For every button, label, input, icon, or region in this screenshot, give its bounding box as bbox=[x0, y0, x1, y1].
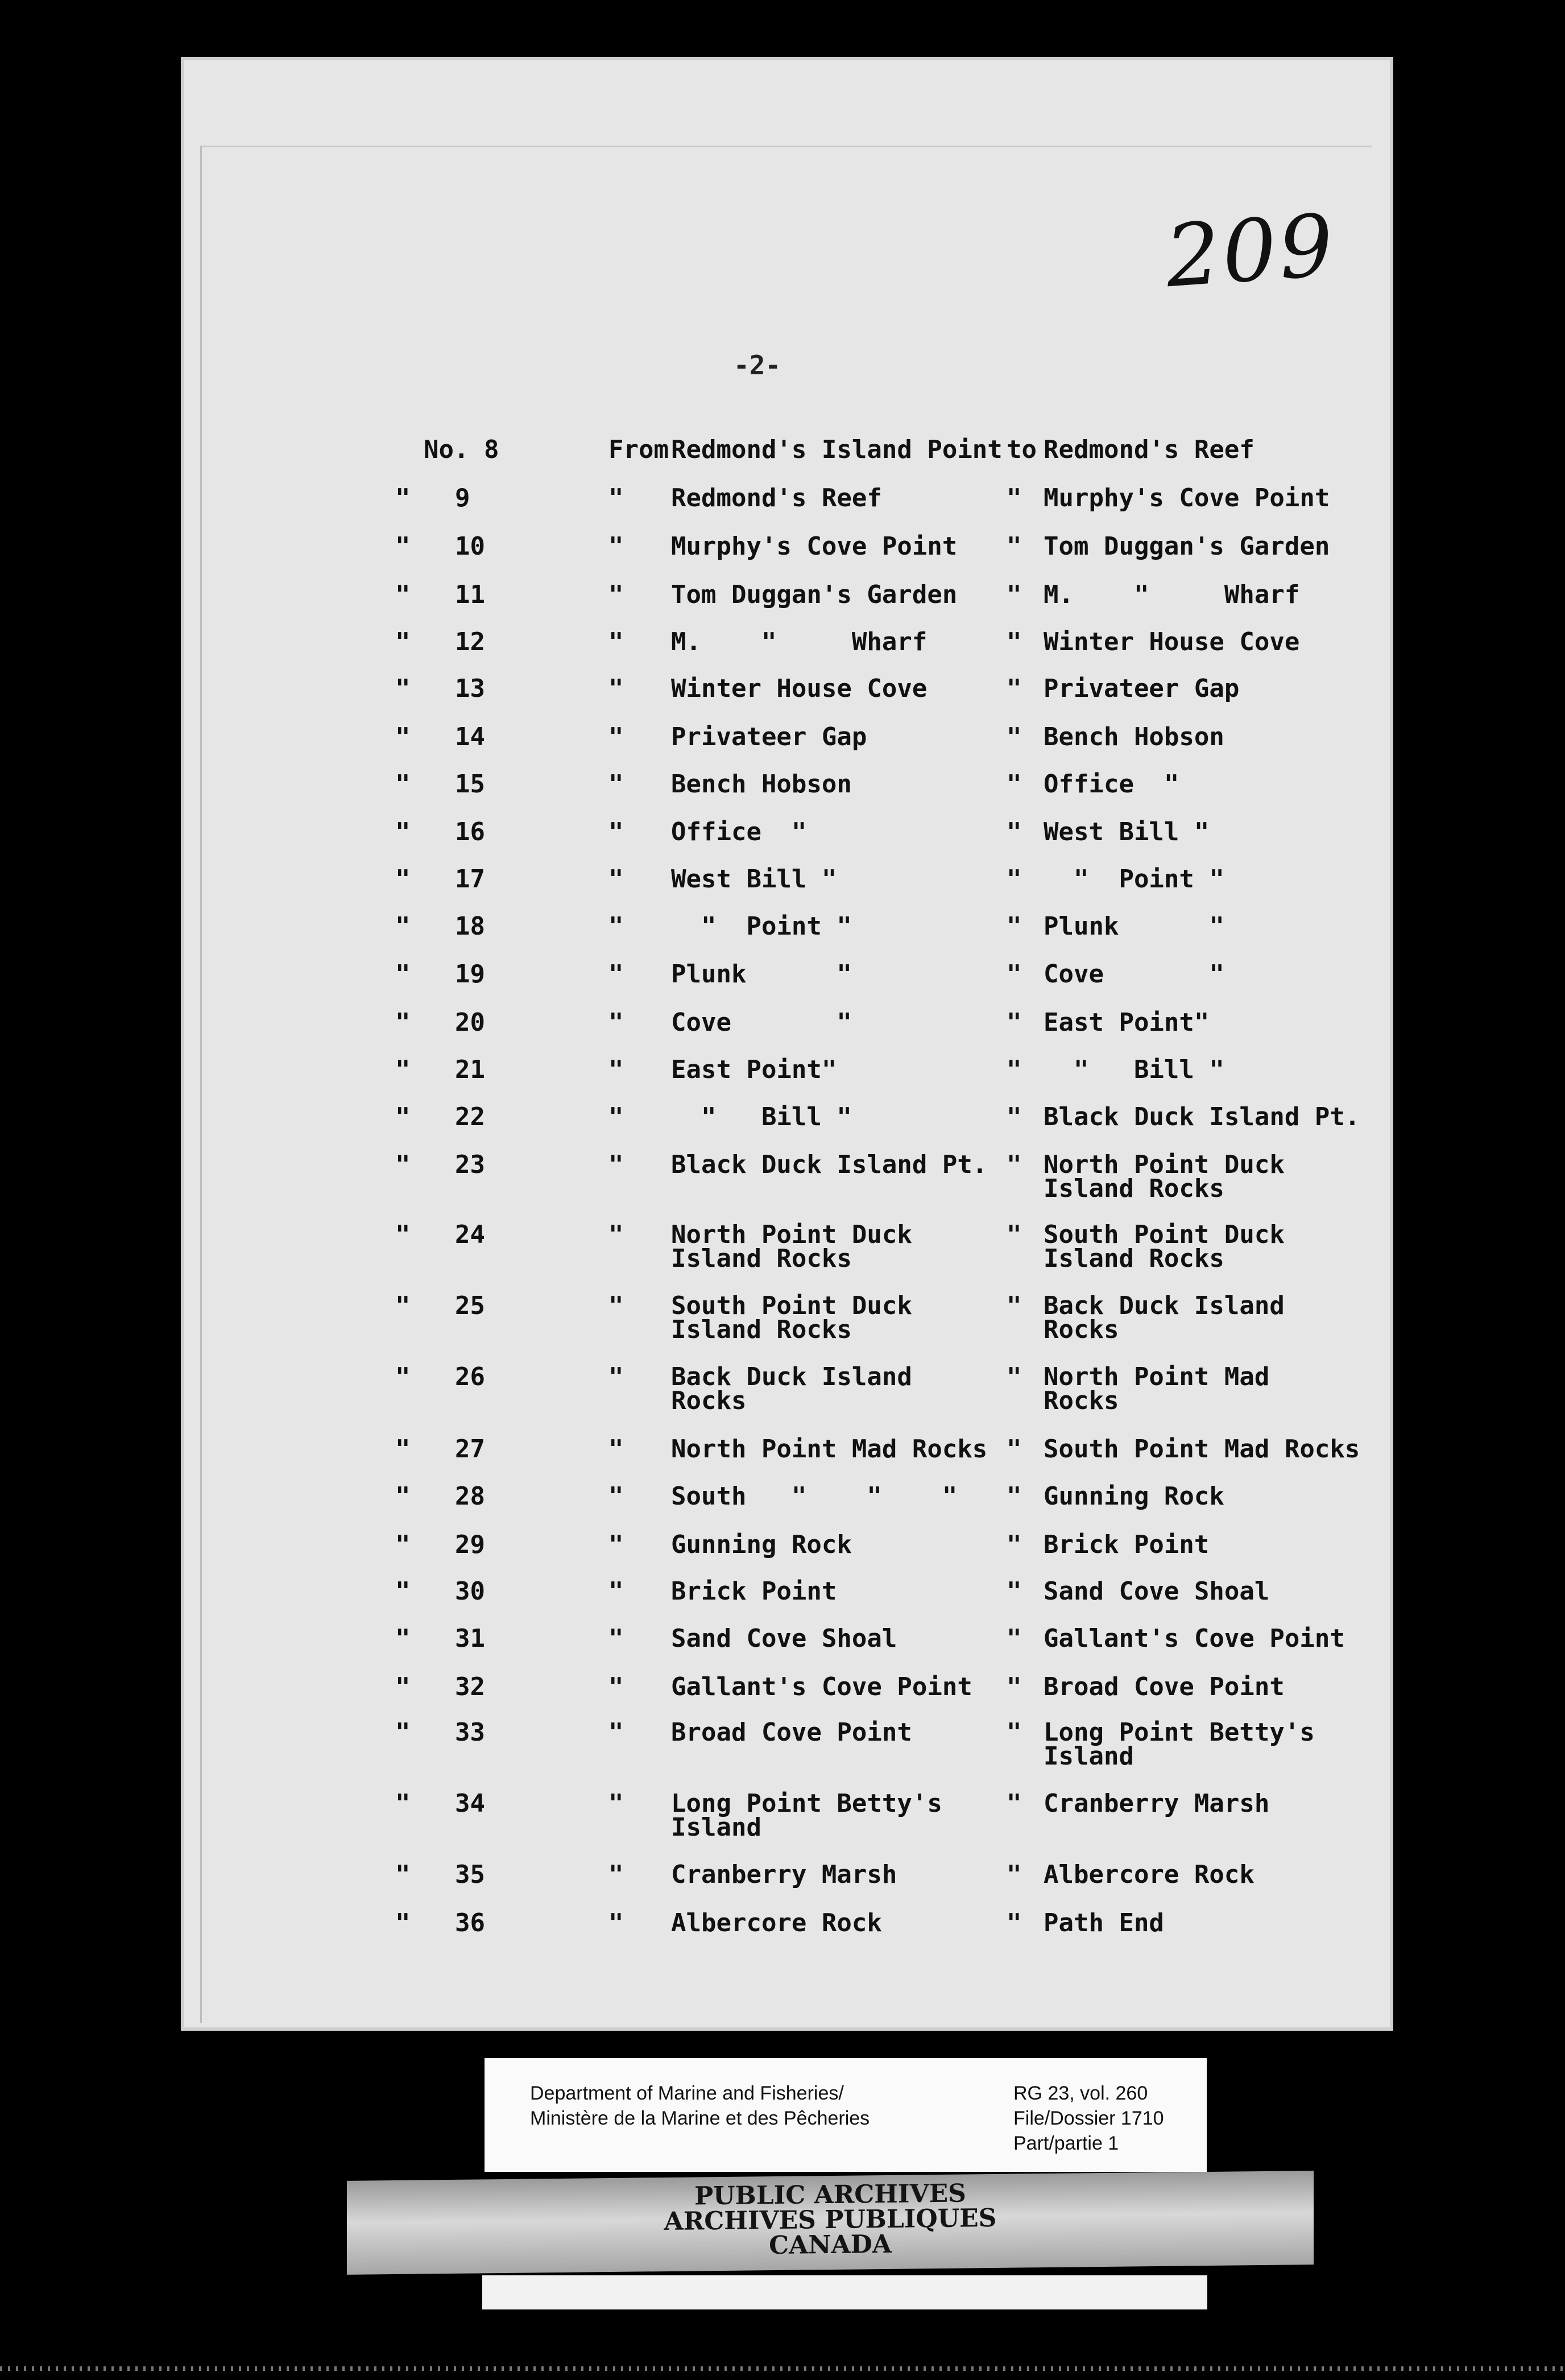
from-location: Privateer Gap bbox=[671, 722, 867, 751]
from-mark: " bbox=[608, 1672, 624, 1701]
to-location: Plunk " bbox=[1044, 912, 1224, 941]
from-mark: " bbox=[608, 1789, 624, 1818]
to-mark: " bbox=[1007, 1577, 1022, 1606]
from-location: North Point Mad Rocks bbox=[671, 1435, 988, 1464]
from-mark: " bbox=[608, 1530, 624, 1559]
to-location: Winter House Cove bbox=[1044, 627, 1300, 656]
archive-reference-label bbox=[485, 2058, 1207, 2172]
from-mark: " bbox=[608, 912, 624, 941]
from-mark: " bbox=[608, 1624, 624, 1653]
to-mark: " bbox=[1007, 1482, 1022, 1511]
from-location: West Bill " bbox=[671, 865, 837, 894]
file-reference: RG 23, vol. 260 File/Dossier 1710 Part/partie 1 bbox=[1013, 2082, 1164, 2154]
section-number: 10 bbox=[455, 532, 485, 561]
section-number: 22 bbox=[455, 1102, 485, 1131]
section-number: 20 bbox=[455, 1008, 485, 1037]
to-location: North Point Duck Island Rocks bbox=[1044, 1150, 1285, 1203]
section-number: 31 bbox=[455, 1624, 485, 1653]
banner-line-3: CANADA bbox=[769, 2229, 892, 2261]
ditto-mark: " bbox=[395, 484, 411, 513]
to-location: North Point Mad Rocks bbox=[1044, 1362, 1270, 1415]
to-location: Privateer Gap bbox=[1044, 674, 1240, 703]
to-location: South Point Mad Rocks bbox=[1044, 1435, 1360, 1464]
folio-number: 209 bbox=[1162, 196, 1339, 307]
to-location: Bench Hobson bbox=[1044, 722, 1224, 751]
section-number: 16 bbox=[455, 817, 485, 846]
to-location: East Point" bbox=[1044, 1008, 1210, 1037]
section-number: 18 bbox=[455, 912, 485, 941]
section-number: 21 bbox=[455, 1055, 485, 1084]
to-mark: " bbox=[1007, 1908, 1022, 1937]
to-location: Redmond's Reef bbox=[1044, 435, 1255, 464]
from-mark: " bbox=[608, 1055, 624, 1084]
to-mark: " bbox=[1007, 1624, 1022, 1653]
from-location: South " " " bbox=[671, 1482, 958, 1511]
from-mark: " bbox=[608, 1577, 624, 1606]
to-location: Office " bbox=[1044, 770, 1179, 799]
to-mark: " bbox=[1007, 1055, 1022, 1084]
from-location: " Point " bbox=[671, 912, 852, 941]
to-location: Brick Point bbox=[1044, 1530, 1210, 1559]
section-number: No. 8 bbox=[424, 435, 499, 464]
from-mark: " bbox=[608, 580, 624, 609]
ditto-mark: " bbox=[395, 1435, 411, 1464]
from-mark: " bbox=[608, 674, 624, 703]
section-number: 27 bbox=[455, 1435, 485, 1464]
to-mark: " bbox=[1007, 1102, 1022, 1131]
from-mark: " bbox=[608, 1220, 624, 1249]
ditto-mark: " bbox=[395, 1860, 411, 1889]
ditto-mark: " bbox=[395, 770, 411, 799]
to-mark: " bbox=[1007, 817, 1022, 846]
from-location: Black Duck Island Pt. bbox=[671, 1150, 988, 1179]
to-location: Gallant's Cove Point bbox=[1044, 1624, 1345, 1653]
to-mark: " bbox=[1007, 1220, 1022, 1249]
to-mark: " bbox=[1007, 627, 1022, 656]
to-mark: " bbox=[1007, 722, 1022, 751]
section-number: 35 bbox=[455, 1860, 485, 1889]
to-mark: " bbox=[1007, 580, 1022, 609]
ditto-mark: " bbox=[395, 1624, 411, 1653]
section-number: 25 bbox=[455, 1291, 485, 1320]
to-mark: " bbox=[1007, 1860, 1022, 1889]
label-strip bbox=[482, 2275, 1207, 2309]
ditto-mark: " bbox=[395, 1530, 411, 1559]
from-location: Cranberry Marsh bbox=[671, 1860, 897, 1889]
section-number: 30 bbox=[455, 1577, 485, 1606]
from-mark: " bbox=[608, 1482, 624, 1511]
to-mark: " bbox=[1007, 674, 1022, 703]
section-number: 19 bbox=[455, 960, 485, 989]
to-mark: " bbox=[1007, 1789, 1022, 1818]
from-location: Long Point Betty's Island bbox=[671, 1789, 942, 1842]
to-mark: " bbox=[1007, 912, 1022, 941]
to-location: Albercore Rock bbox=[1044, 1860, 1255, 1889]
from-location: Back Duck Island Rocks bbox=[671, 1362, 912, 1415]
to-location: Black Duck Island Pt. bbox=[1044, 1102, 1360, 1131]
to-mark: " bbox=[1007, 1150, 1022, 1179]
from-mark: " bbox=[608, 627, 624, 656]
from-location: Bench Hobson bbox=[671, 770, 852, 799]
ditto-mark: " bbox=[395, 1577, 411, 1606]
ditto-mark: " bbox=[395, 960, 411, 989]
ditto-mark: " bbox=[395, 1291, 411, 1320]
from-mark: " bbox=[608, 1435, 624, 1464]
from-mark: " bbox=[608, 1102, 624, 1131]
scale-ruler bbox=[0, 2366, 1565, 2371]
from-location: Cove " bbox=[671, 1008, 852, 1037]
ditto-mark: " bbox=[395, 674, 411, 703]
from-mark: " bbox=[608, 865, 624, 894]
banner-line-2: ARCHIVES PUBLIQUES bbox=[664, 2203, 997, 2237]
from-mark: " bbox=[608, 1008, 624, 1037]
to-location: Path End bbox=[1044, 1908, 1164, 1937]
from-location: Sand Cove Shoal bbox=[671, 1624, 897, 1653]
from-mark: " bbox=[608, 1291, 624, 1320]
section-number: 33 bbox=[455, 1718, 485, 1747]
to-location: Tom Duggan's Garden bbox=[1044, 532, 1330, 561]
from-location: Redmond's Island Point bbox=[671, 435, 1003, 464]
to-location: " Bill " bbox=[1044, 1055, 1224, 1084]
to-location: South Point Duck Island Rocks bbox=[1044, 1220, 1285, 1273]
banner-line-1: PUBLIC ARCHIVES bbox=[694, 2179, 966, 2211]
to-mark: " bbox=[1007, 1362, 1022, 1391]
to-location: Broad Cove Point bbox=[1044, 1672, 1285, 1701]
from-location: South Point Duck Island Rocks bbox=[671, 1291, 912, 1344]
section-number: 9 bbox=[455, 484, 470, 513]
public-archives-banner bbox=[347, 2171, 1314, 2275]
from-mark: " bbox=[608, 532, 624, 561]
to-location: Back Duck Island Rocks bbox=[1044, 1291, 1285, 1344]
to-mark: " bbox=[1007, 1008, 1022, 1037]
section-number: 29 bbox=[455, 1530, 485, 1559]
to-mark: " bbox=[1007, 960, 1022, 989]
to-mark: " bbox=[1007, 1435, 1022, 1464]
ditto-mark: " bbox=[395, 1672, 411, 1701]
section-number: 28 bbox=[455, 1482, 485, 1511]
from-mark: " bbox=[608, 1718, 624, 1747]
from-location: North Point Duck Island Rocks bbox=[671, 1220, 912, 1273]
ditto-mark: " bbox=[395, 1362, 411, 1391]
to-mark: " bbox=[1007, 1718, 1022, 1747]
to-location: Murphy's Cove Point bbox=[1044, 484, 1330, 513]
to-location: Long Point Betty's Island bbox=[1044, 1718, 1315, 1771]
from-location: East Point" bbox=[671, 1055, 837, 1084]
from-mark: " bbox=[608, 770, 624, 799]
section-number: 34 bbox=[455, 1789, 485, 1818]
to-location: Cove " bbox=[1044, 960, 1224, 989]
to-mark: " bbox=[1007, 865, 1022, 894]
page-marker: -2- bbox=[734, 350, 781, 381]
from-mark: " bbox=[608, 960, 624, 989]
section-number: 15 bbox=[455, 770, 485, 799]
ditto-mark: " bbox=[395, 722, 411, 751]
from-mark: " bbox=[608, 1150, 624, 1179]
from-mark: " bbox=[608, 722, 624, 751]
section-number: 11 bbox=[455, 580, 485, 609]
from-mark: " bbox=[608, 1908, 624, 1937]
from-mark: From bbox=[608, 435, 669, 464]
from-location: Albercore Rock bbox=[671, 1908, 882, 1937]
section-number: 14 bbox=[455, 722, 485, 751]
section-number: 32 bbox=[455, 1672, 485, 1701]
from-location: Redmond's Reef bbox=[671, 484, 882, 513]
to-mark: to bbox=[1007, 435, 1037, 464]
from-location: Tom Duggan's Garden bbox=[671, 580, 958, 609]
ditto-mark: " bbox=[395, 1150, 411, 1179]
section-number: 17 bbox=[455, 865, 485, 894]
from-location: Gunning Rock bbox=[671, 1530, 852, 1559]
ditto-mark: " bbox=[395, 627, 411, 656]
to-location: M. " Wharf bbox=[1044, 580, 1300, 609]
to-mark: " bbox=[1007, 770, 1022, 799]
ditto-mark: " bbox=[395, 912, 411, 941]
from-mark: " bbox=[608, 817, 624, 846]
from-mark: " bbox=[608, 1860, 624, 1889]
ditto-mark: " bbox=[395, 580, 411, 609]
section-number: 26 bbox=[455, 1362, 485, 1391]
ditto-mark: " bbox=[395, 817, 411, 846]
from-location: Brick Point bbox=[671, 1577, 837, 1606]
from-location: Winter House Cove bbox=[671, 674, 928, 703]
ditto-mark: " bbox=[395, 1789, 411, 1818]
ditto-mark: " bbox=[395, 1055, 411, 1084]
from-location: Office " bbox=[671, 817, 807, 846]
section-number: 13 bbox=[455, 674, 485, 703]
ditto-mark: " bbox=[395, 1718, 411, 1747]
to-location: Sand Cove Shoal bbox=[1044, 1577, 1270, 1606]
to-location: West Bill " bbox=[1044, 817, 1210, 846]
from-location: Plunk " bbox=[671, 960, 852, 989]
to-mark: " bbox=[1007, 1291, 1022, 1320]
to-location: Gunning Rock bbox=[1044, 1482, 1224, 1511]
ditto-mark: " bbox=[395, 1102, 411, 1131]
ditto-mark: " bbox=[395, 1908, 411, 1937]
ditto-mark: " bbox=[395, 865, 411, 894]
to-location: Cranberry Marsh bbox=[1044, 1789, 1270, 1818]
ditto-mark: " bbox=[395, 1220, 411, 1249]
from-location: M. " Wharf bbox=[671, 627, 928, 656]
section-number: 12 bbox=[455, 627, 485, 656]
to-mark: " bbox=[1007, 1530, 1022, 1559]
from-location: Gallant's Cove Point bbox=[671, 1672, 972, 1701]
to-mark: " bbox=[1007, 532, 1022, 561]
ditto-mark: " bbox=[395, 1008, 411, 1037]
ditto-mark: " bbox=[395, 1482, 411, 1511]
to-location: " Point " bbox=[1044, 865, 1224, 894]
section-number: 24 bbox=[455, 1220, 485, 1249]
to-mark: " bbox=[1007, 1672, 1022, 1701]
section-number: 23 bbox=[455, 1150, 485, 1179]
to-mark: " bbox=[1007, 484, 1022, 513]
from-mark: " bbox=[608, 1362, 624, 1391]
from-mark: " bbox=[608, 484, 624, 513]
department-name: Department of Marine and Fisheries/ Ministère de la Marine et des Pêcheries bbox=[530, 2082, 870, 2129]
from-location: " Bill " bbox=[671, 1102, 852, 1131]
from-location: Murphy's Cove Point bbox=[671, 532, 958, 561]
ditto-mark: " bbox=[395, 532, 411, 561]
from-location: Broad Cove Point bbox=[671, 1718, 912, 1747]
section-number: 36 bbox=[455, 1908, 485, 1937]
